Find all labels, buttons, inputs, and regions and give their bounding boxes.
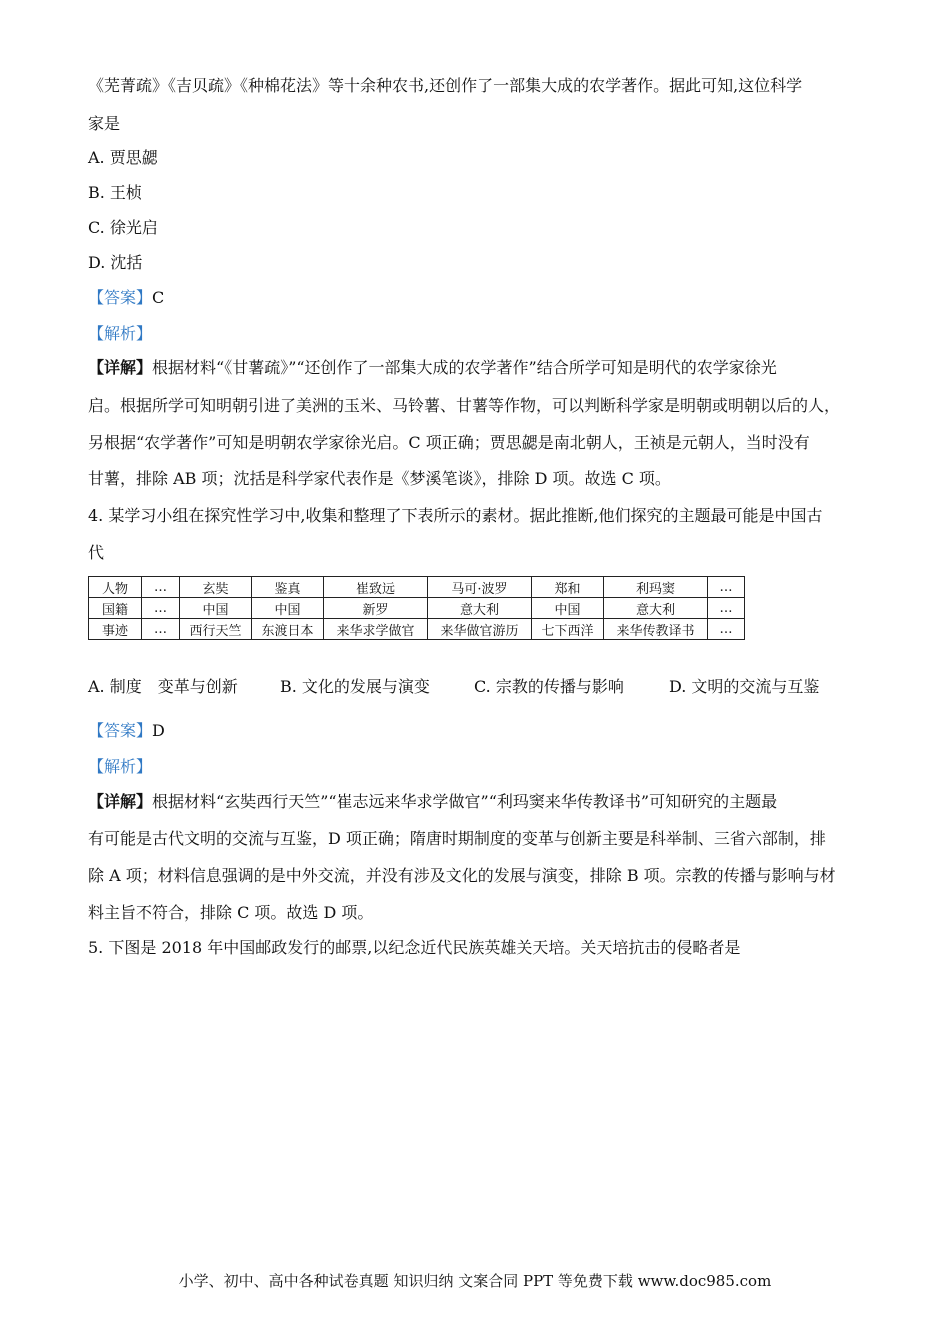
q3-option-d: D. 沈括 [88,253,143,272]
table-row-person [89,577,745,598]
q4-option-a: A. 制度 变革与创新 [88,677,238,696]
q5-stem: 5. 下图是 2018 年中国邮政发行的邮票,以纪念近代民族英雄关天培。关天培抗击的侵略者是 [88,938,741,957]
q4-option-d: D. 文明的交流与互鉴 [669,677,820,696]
q4-detail-line-4: 料主旨不符合，排除 C 项。故选 D 项。 [88,903,374,922]
q3-detail-line-3: 另根据“农学著作”可知是明朝农学家徐光启。C 项正确；贾思勰是南北朝人，王祯是元朝人，当时没有 [88,433,810,452]
q3-stem-line-2: 家是 [88,114,121,133]
table-cell: … [708,577,745,598]
q4-analysis-tag: 【解析】 [88,757,153,776]
answer-tag: 【答案】 [88,721,153,740]
table-cell: 意大利 [428,598,532,619]
answer-value: C [152,288,165,307]
q3-detail-line-4: 甘薯，排除 AB 项；沈括是科学家代表作是《梦溪笔谈》，排除 D 项。故选 C 项。 [88,469,671,488]
table-cell: 西行天竺 [180,619,252,640]
table-cell: 人物 [89,577,142,598]
table-cell: 东渡日本 [252,619,324,640]
q4-detail-line-3: 除 A 项；材料信息强调的是中外交流，并没有涉及文化的发展与演变，排除 B 项。宗教的传播与影响与材 [88,866,836,885]
q3-option-a: A. 贾思勰 [88,148,158,167]
q4-answer [88,721,165,741]
table-cell: 国籍 [89,598,142,619]
table-cell: 意大利 [604,598,708,619]
detail-text: 根据材料“《甘薯疏》”“还创作了一部集大成的农学著作”结合所学可知是明代的农学家徐光 [152,358,777,377]
detail-tag: 【详解】 [88,792,153,811]
q4-detail-line-1 [88,792,777,812]
detail-tag: 【详解】 [88,358,153,377]
table-cell: 七下西洋 [532,619,604,640]
materials-table [88,576,745,640]
q3-option-b: B. 王桢 [88,183,142,202]
table-cell: 鉴真 [252,577,324,598]
table-cell: 利玛窦 [604,577,708,598]
table-cell: … [142,598,180,619]
table-cell: 中国 [180,598,252,619]
table-cell: … [708,598,745,619]
q3-detail-line-2: 启。根据所学可知明朝引进了美洲的玉米、马铃薯、甘薯等作物，可以判断科学家是明朝或明朝以后的人， [88,396,841,415]
q3-detail-line-1 [88,358,777,378]
q4-option-b: B. 文化的发展与演变 [280,677,430,696]
table-cell: 崔致远 [324,577,428,598]
q3-option-c: C. 徐光启 [88,218,158,237]
q4-stem-line-1: 4. 某学习小组在探究性学习中,收集和整理了下表所示的素材。据此推断,他们探究的主题最可能是中国古 [88,506,823,525]
table-cell: 来华求学做官 [324,619,428,640]
q3-stem-line-1: 《芜菁疏》《吉贝疏》《种棉花法》等十余种农书,还创作了一部集大成的农学著作。据此可知,这位科学 [88,76,803,95]
detail-text: 根据材料“玄奘西行天竺”“崔志远来华求学做官”“利玛窦来华传教译书”可知研究的主题最 [152,792,778,811]
q4-option-c: C. 宗教的传播与影响 [474,677,624,696]
table-cell: 马可·波罗 [428,577,532,598]
table-cell: 中国 [252,598,324,619]
q3-analysis-tag: 【解析】 [88,324,153,343]
table-cell: 玄奘 [180,577,252,598]
q4-stem-line-2: 代 [88,543,105,562]
table-row-deeds [89,619,745,640]
q3-answer [88,288,164,308]
table-cell: … [142,619,180,640]
table-cell: 来华做官游历 [428,619,532,640]
table-cell: 来华传教译书 [604,619,708,640]
answer-value: D [152,721,165,740]
table-row-nationality [89,598,745,619]
q4-detail-line-2: 有可能是古代文明的交流与互鉴，D 项正确；隋唐时期制度的变革与创新主要是科举制、三省六部制，排 [88,829,826,848]
table-cell: 郑和 [532,577,604,598]
table-cell: 新罗 [324,598,428,619]
page-footer: 小学、初中、高中各种试卷真题 知识归纳 文案合同 PPT 等免费下载 www.doc985.com [178,1272,772,1290]
table-cell: … [708,619,745,640]
table-cell: … [142,577,180,598]
answer-tag: 【答案】 [88,288,153,307]
table-cell: 中国 [532,598,604,619]
table-cell: 事迹 [89,619,142,640]
